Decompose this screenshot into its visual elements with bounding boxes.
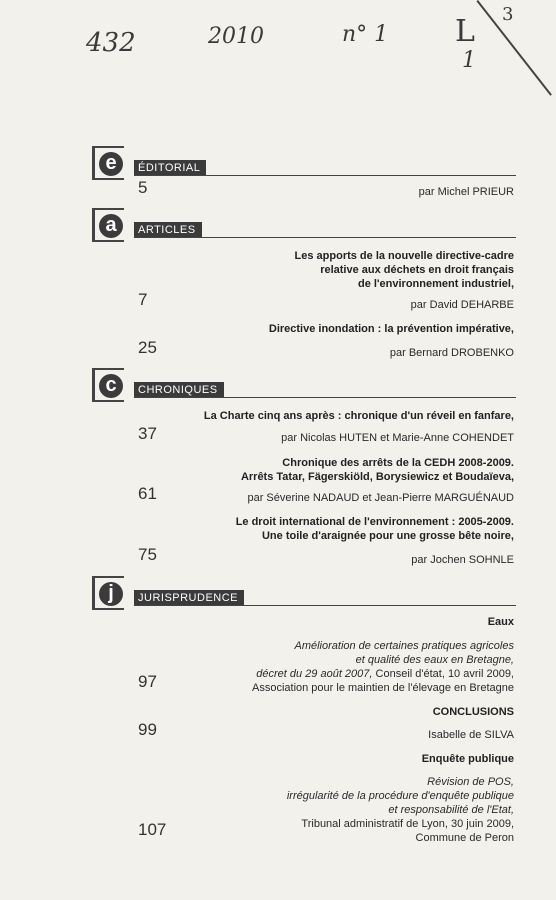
author: par David DEHARBE — [410, 299, 514, 311]
case-line: et qualité des eaux en Bretagne, — [355, 654, 514, 666]
chronicle-title — [236, 515, 514, 543]
title-line: Arrêts Tatar, Fägerskiöld, Borysiewicz et Boudaïeva, — [240, 471, 514, 483]
topic-heading: Eaux — [487, 616, 514, 628]
page-number: 97 — [138, 672, 157, 691]
case-line: Association pour le maintien de l'élevage en Bretagne — [252, 682, 514, 694]
section-label: ÉDITORIAL — [134, 160, 206, 176]
section-letter-box — [92, 576, 124, 610]
article-title — [269, 322, 514, 336]
section-header-articles — [92, 208, 516, 242]
handwritten-ref: 432 — [86, 28, 136, 58]
section-header-editorial — [92, 146, 516, 180]
section-letter-box — [92, 368, 124, 402]
handwritten-fraction-top: L — [455, 14, 475, 49]
case-court: Conseil d'état, 10 avril 2009, — [372, 668, 514, 680]
handwritten-fraction-bottom: 1 — [462, 48, 476, 73]
author: Isabelle de SILVA — [428, 729, 514, 741]
title-line: La Charte cinq ans après : chronique d'un réveil en fanfare, — [203, 410, 514, 422]
topic-heading: Enquête publique — [421, 753, 514, 765]
page-number: 107 — [138, 820, 167, 839]
title-line: Directive inondation : la prévention impérative, — [268, 323, 514, 335]
conclusions-heading: CONCLUSIONS — [432, 706, 514, 718]
page-number: 5 — [138, 178, 148, 197]
case-line: irrégularité de la procédure d'enquête publique — [286, 790, 514, 802]
section-rule — [134, 175, 516, 176]
title-line: relative aux déchets en droit français — [320, 264, 514, 276]
page-number: 99 — [138, 720, 157, 739]
case-line: Amélioration de certaines pratiques agricoles — [294, 640, 514, 652]
handwritten-issue: n° 1 — [342, 22, 389, 47]
section-letter-box — [92, 146, 124, 180]
section-label: ARTICLES — [134, 222, 202, 238]
section-label: JURISPRUDENCE — [134, 590, 244, 606]
section-letter: a — [99, 214, 123, 238]
section-letter: c — [99, 374, 123, 398]
chronicle-title — [241, 456, 514, 484]
case-line: et responsabilité de l'Etat, — [388, 804, 514, 816]
chronicle-title — [204, 409, 514, 423]
title-line: de l'environnement industriel, — [357, 278, 514, 290]
page-number: 61 — [138, 484, 157, 503]
author: par Michel PRIEUR — [418, 186, 514, 198]
section-letter-box — [92, 208, 124, 242]
section-header-jurisprudence — [92, 576, 516, 610]
section-label: CHRONIQUES — [134, 382, 224, 398]
title-line: Le droit international de l'environnement : 2005-2009. — [235, 516, 514, 528]
case-line — [252, 667, 514, 681]
title-line: Les apports de la nouvelle directive-cadre — [294, 250, 514, 262]
handwritten-corner: 3 — [502, 4, 514, 25]
author: par Bernard DROBENKO — [389, 347, 514, 359]
author: par Jochen SOHNLE — [411, 554, 514, 566]
page-number: 75 — [138, 545, 157, 564]
author: par Nicolas HUTEN et Marie-Anne COHENDET — [281, 432, 514, 444]
title-line: Une toile d'araignée pour une grosse bête noire, — [261, 530, 514, 542]
page-number: 37 — [138, 424, 157, 443]
case-line: Tribunal administratif de Lyon, 30 juin 2009, — [301, 818, 514, 830]
section-letter: e — [99, 152, 123, 176]
case-summary — [252, 639, 514, 695]
section-letter: j — [99, 582, 123, 606]
handwritten-slash — [477, 0, 552, 95]
page-number: 25 — [138, 338, 157, 357]
section-rule — [134, 237, 516, 238]
article-title — [295, 249, 514, 291]
section-header-chroniques — [92, 368, 516, 402]
handwritten-year: 2010 — [208, 24, 264, 49]
section-rule — [134, 397, 516, 398]
case-decree: décret du 29 août 2007, — [256, 668, 373, 680]
title-line: Chronique des arrêts de la CEDH 2008-2009. — [282, 457, 514, 469]
author: par Séverine NADAUD et Jean-Pierre MARGUÉNAUD — [247, 492, 514, 504]
page-number: 7 — [138, 290, 148, 309]
case-summary — [287, 775, 514, 845]
section-rule — [134, 605, 516, 606]
case-line: Commune de Peron — [415, 832, 514, 844]
case-line: Révision de POS, — [427, 776, 514, 788]
